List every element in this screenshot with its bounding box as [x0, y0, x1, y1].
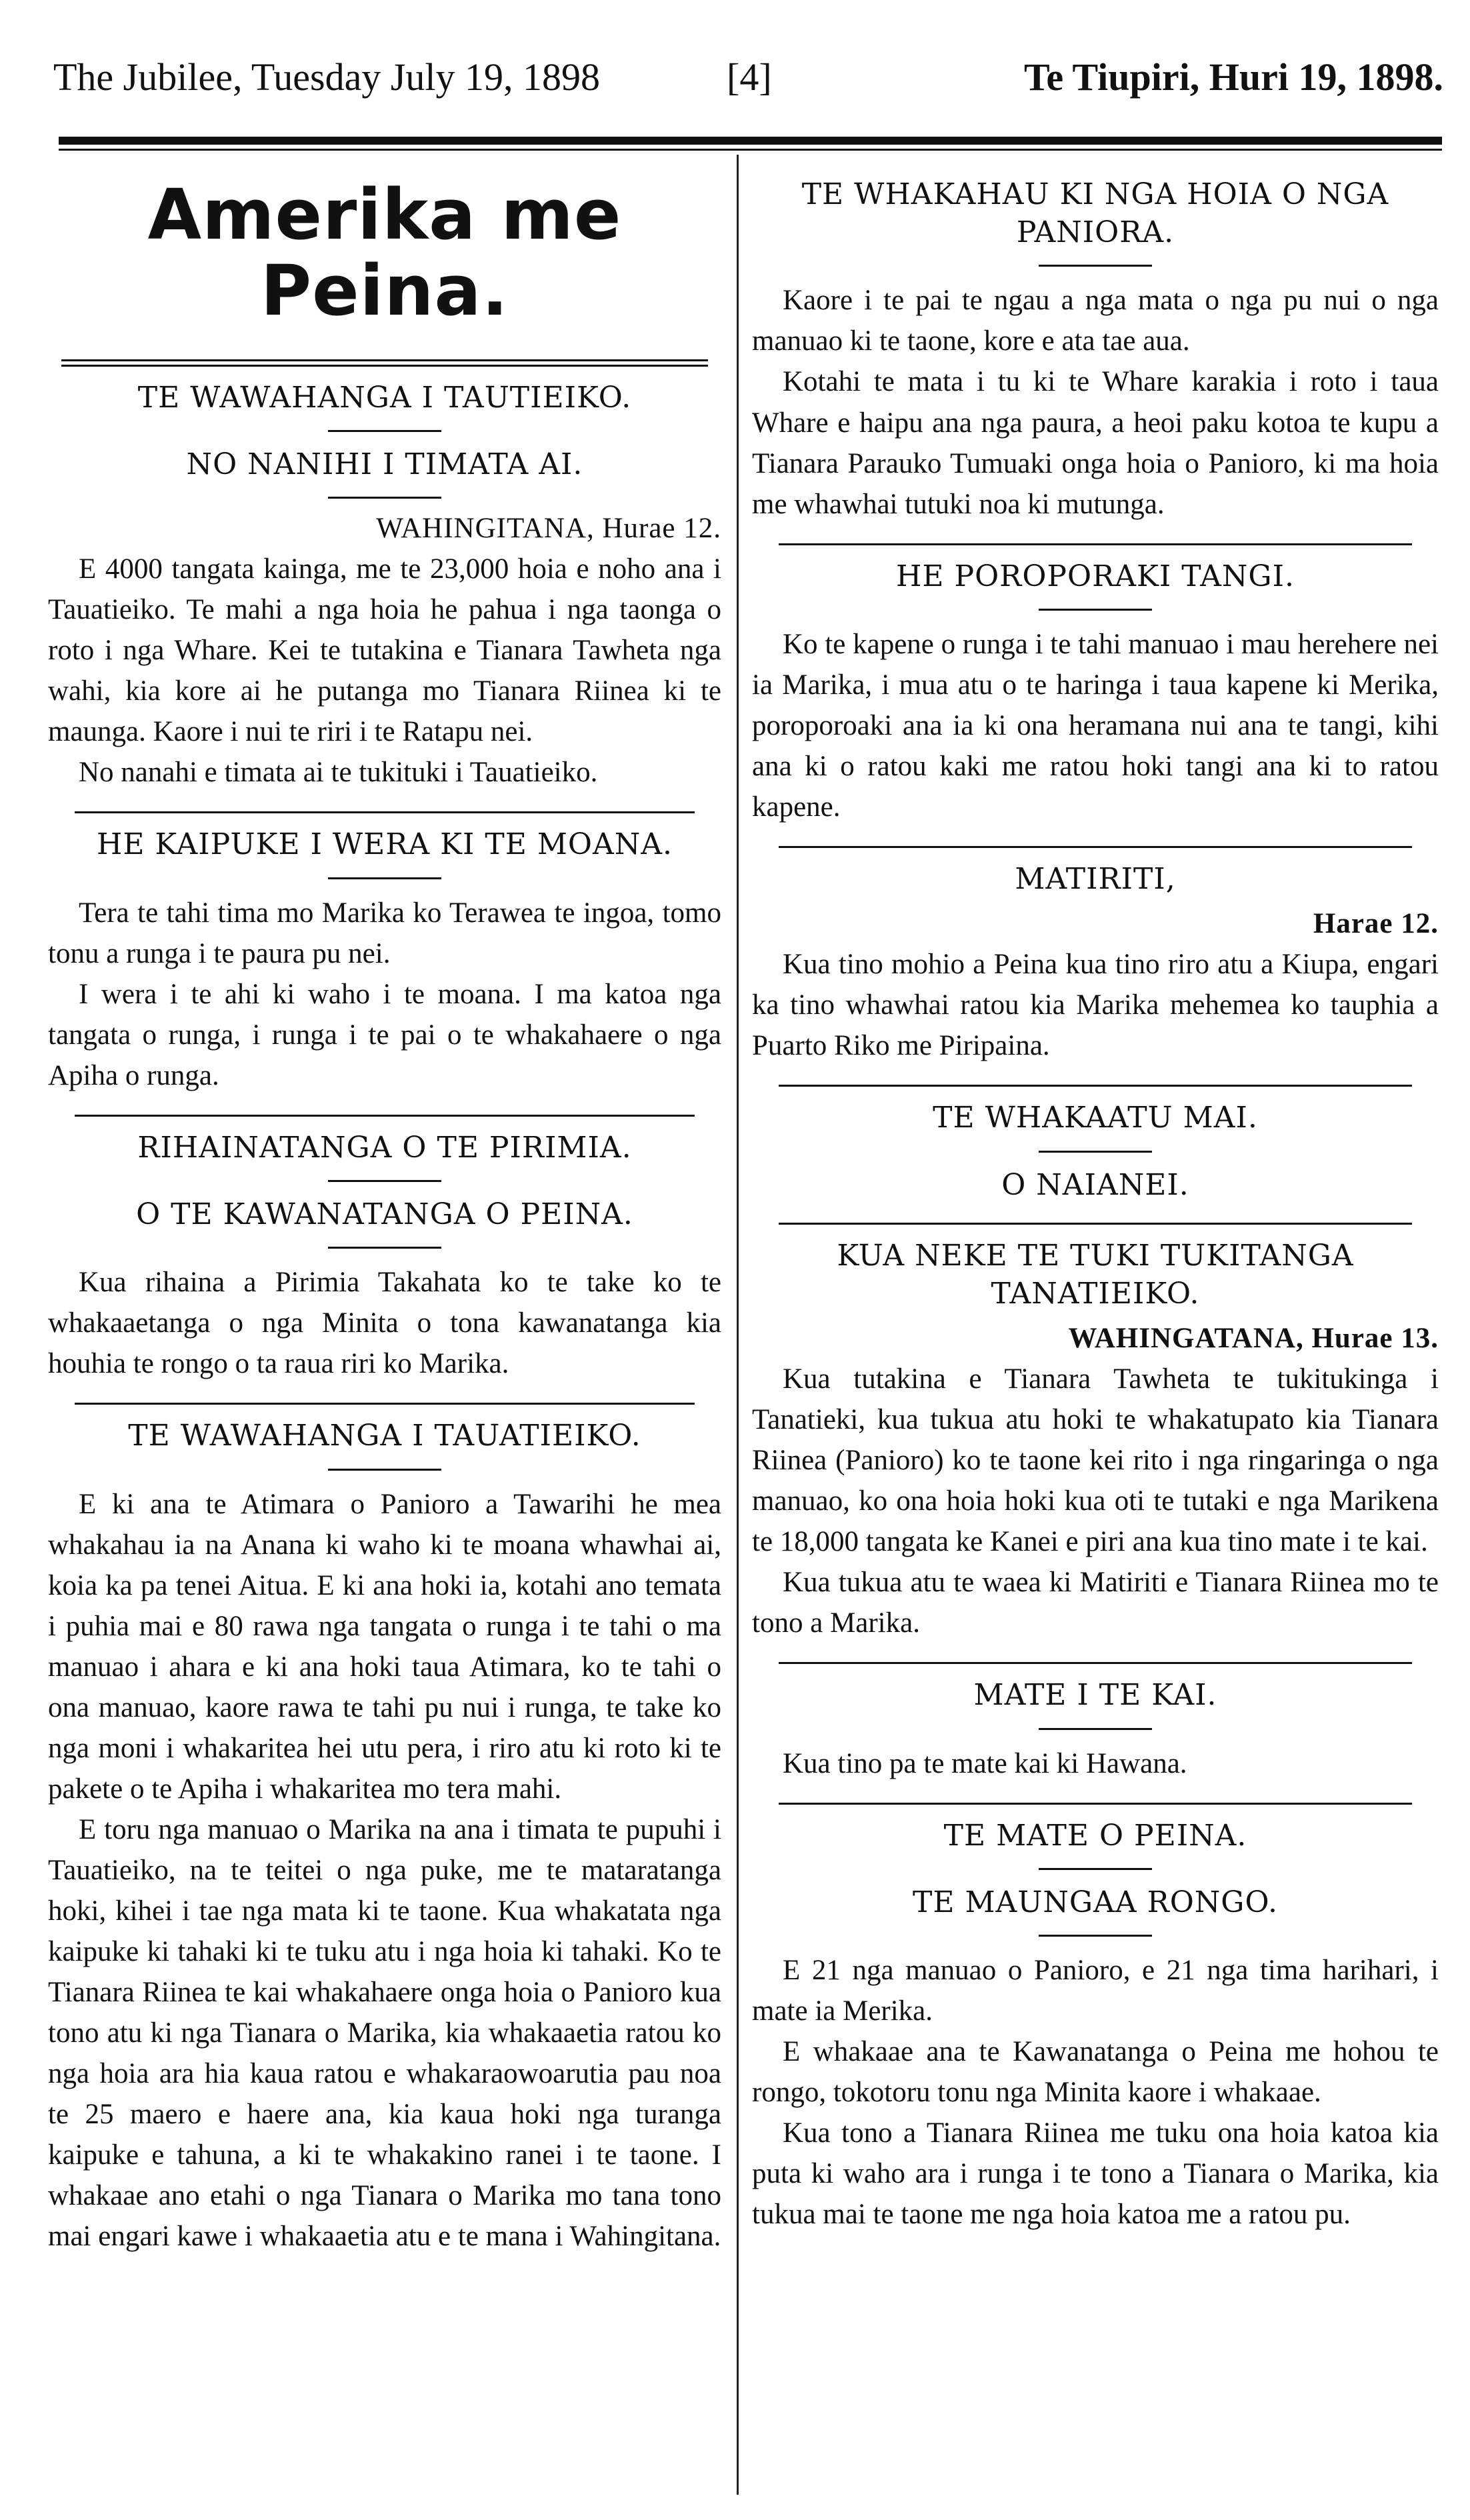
short-rule: [1039, 1935, 1152, 1937]
short-rule: [1039, 609, 1152, 611]
short-rule: [1039, 1868, 1152, 1870]
column-divider: [737, 155, 739, 2495]
right-column: [752, 163, 1439, 2235]
paragraph: Kaore i te pai te ngau a nga mata o nga pu nui o nga manuao ki te taone, kore e ata tae aua.: [752, 285, 1439, 357]
article-tuki-tukitanga: [752, 1237, 1439, 1644]
article-heading: TE MATE O PEINA.: [943, 1818, 1247, 1853]
dateline: WAHINGITANA, Hurae 12.: [376, 513, 721, 545]
paragraph: E ki ana te Atimara o Panioro a Tawarihi he mea whakahau ia na Anana ki waho ki te moana whawhai ai, koia ka pa tenei Aitua. E ki ana hoki ia, kotahi ano temata i puhia mai e 80 rawa nga tangata o runga i te tahi o ma manuao i ahara e ki ana hoki taua Atimara, ko te tahi o ona manuao, kaore rawa te tahi pu nui i runga, te take ko nga moni i whakaritea hei utu pera, i riro atu ki roto ki te pakete o te Apiha i whakaritea mo tera mahi.: [48, 1488, 721, 1805]
article-subheading: TE MAUNGAA RONGO.: [913, 1885, 1278, 1919]
header-left: The Jubilee, Tuesday July 19, 1898: [53, 55, 601, 99]
paragraph: Kua tukua atu te waea ki Matiriti e Tianara Riinea mo te tono a Marika.: [752, 1567, 1439, 1639]
short-rule: [328, 1469, 441, 1471]
paragraph: Kotahi te mata i tu ki te Whare karakia i roto i taua Whare e haipu ana nga paura, a heoi paku kotoa te kupu a Tianara Parauko Tumuaki onga hoia o Panioro, ki ma hoia me whawhai tutuki noa ki mutunga.: [752, 366, 1439, 520]
paragraph: E whakaae ana te Kawanatanga o Peina me hohou te rongo, tokotoru tonu nga Minita kaore i whakaae.: [752, 2036, 1439, 2109]
short-rule: [1039, 265, 1152, 267]
left-column: [48, 163, 721, 2257]
article-heading: TE WAWAHANGA I TAUTIEIKO.: [137, 380, 632, 415]
section-rule: [779, 1803, 1412, 1805]
paragraph: Ko te kapene o runga i te tahi manuao i mau herehere nei ia Marika, i mua atu o te haringa i taua kapene ki Merika, poroporoaki ana ia ki ona heramana nui ana te tangi, kihi ana ki o ratou kaki me ratou hoki tangi ana ki to ratou kapene.: [752, 628, 1439, 823]
paragraph: Kua tino pa te mate kai ki Hawana.: [783, 1747, 1187, 1779]
article-whakaatu-mai: [752, 1099, 1439, 1203]
section-rule: [75, 1115, 695, 1117]
article-heading: TE WHAKAATU MAI.: [933, 1101, 1258, 1135]
paragraph: Kua tono a Tianara Riinea me tuku ona hoia katoa kia puta ki waho ara i runga i te tono a Tianara o Marika, kia tukua mai te taone me nga hoia katoa me a ratou pu.: [752, 2117, 1439, 2231]
article-mate-peina: [752, 1817, 1439, 2235]
article-heading: TE WAWAHANGA I TAUATIEIKO.: [128, 1419, 641, 1453]
header-right: Te Tiupiri, Huri 19, 1898.: [1023, 55, 1443, 99]
section-rule: [75, 811, 695, 813]
dateline: WAHINGATANA, Hurae 13.: [1068, 1323, 1439, 1355]
article-subheading: O TE KAWANATANGA O PEINA.: [136, 1197, 633, 1232]
article-whakahau-hoia: [752, 175, 1439, 525]
short-rule: [1039, 1728, 1152, 1730]
header-rule-thick: [59, 137, 1442, 145]
section-rule: [779, 846, 1412, 848]
paragraph: Kua tutakina e Tianara Tawheta te tukitukinga i Tanatieki, kua tukua atu hoki te whakatupato kia Tianara Riinea (Panioro) ko te taone kei rito i nga ringaringa o nga manuao, ko ona hoia hoki kua oti te tutaki e nga Marikena te 18,000 tangata ke Kanei e piri ana kua tino mate i te kai.: [752, 1363, 1439, 1558]
paragraph: E toru nga manuao o Marika na ana i timata te pupuhi i Tauatieiko, na te teitei o nga puke, me te mataratanga hoki, kihei i tae nga mata ki te taone. Kua whakatata nga kaipuke ki tahaki ki te tuku atu i nga hoia ki tahaki. Ko te Tianara Riinea te kai whakahaere onga hoia o Panioro kua tono atu ki nga Tianara o Marika, kia whakaaetia ratou ko nga hoia ara hia kaua ratou e whakaraowoarutia pau noa te 25 maero e haere ana, kia kaua hoki nga turanga kaipuke e tahuna, a ki te whakakino ranei i te taone. I whakaae ano etahi o nga Tianara o Marika mo tana tono mai engari kawe i whakaaetia atu e te mana i Wahingitana.: [48, 1813, 721, 2253]
article-subheading: O NAIANEI.: [1001, 1167, 1189, 1202]
short-rule: [328, 1180, 441, 1182]
article-matiriti: [752, 860, 1439, 1066]
article-heading: RIHAINATANGA O TE PIRIMIA.: [137, 1130, 632, 1165]
article-poroporaki-tangi: [752, 557, 1439, 827]
short-rule: [328, 1247, 441, 1249]
article-heading: MATIRITI,: [1015, 862, 1176, 897]
article-subheading: NO NANIHI I TIMATA AI.: [186, 447, 583, 481]
article-wawahanga-tauatieiko: [48, 1417, 721, 2257]
article-wawahanga-tautieiko: [48, 379, 721, 793]
page-number: [4]: [727, 55, 772, 99]
paragraph: Tera te tahi tima mo Marika ko Terawea te ingoa, tomo tonu a runga i te paura pu nei.: [48, 897, 721, 969]
short-rule: [328, 877, 441, 879]
section-rule: [779, 1085, 1412, 1087]
masthead-title: Amerika me Peina.: [147, 174, 622, 332]
short-rule: [328, 497, 441, 499]
article-heading: TE WHAKAHAU KI NGA HOIA O NGA PANIORA.: [801, 177, 1389, 250]
article-heading: HE POROPORAKI TANGI.: [896, 559, 1295, 593]
article-kaipuke-wera: [48, 825, 721, 1095]
paragraph: E 4000 tangata kainga, me te 23,000 hoia e noho ana i Tauatieiko. Te mahi a nga hoia he pahua i nga taonga o roto i nga Whare. Kei te tutakina e Tianara Tawheta nga wahi, kia kore ai he putanga mo Tianara Riinea ki te maunga. Kaore i nui te riri i te Ratapu nei.: [48, 553, 721, 748]
article-mate-kai: [752, 1676, 1439, 1783]
paragraph: Kua tino mohio a Peina kua tino riro atu a Kiupa, engari ka tino whawhai ratou kia Marika mehemea ko tauphia a Puarto Riko me Piripaina.: [752, 949, 1439, 1062]
section-rule: [779, 543, 1412, 545]
paragraph: I wera i te ahi ki waho i te moana. I ma katoa nga tangata o runga, i runga i te pai o te whakahaere o nga Apiha o runga.: [48, 978, 721, 1091]
short-rule: [1039, 1151, 1152, 1153]
section-rule: [779, 1223, 1412, 1225]
double-rule: [61, 359, 708, 367]
dateline: Harae 12.: [1313, 908, 1439, 940]
article-heading: KUA NEKE TE TUKI TUKITANGA TANATIEIKO.: [837, 1238, 1354, 1311]
section-rule: [779, 1662, 1412, 1664]
article-heading: MATE I TE KAI.: [973, 1678, 1217, 1713]
article-rihainatanga: [48, 1129, 721, 1385]
paragraph: Kua rihaina a Pirimia Takahata ko te take ko te whakaaetanga o nga Minita o tona kawanatanga kia houhia te rongo o ta raua riri ko Marika.: [48, 1267, 721, 1380]
article-heading: HE KAIPUKE I WERA KI TE MOANA.: [96, 827, 673, 862]
section-rule: [75, 1403, 695, 1405]
header-rule-thin: [59, 149, 1442, 151]
paragraph: E 21 nga manuao o Panioro, e 21 nga tima harihari, i mate ia Merika.: [752, 1955, 1439, 2027]
page-header: [53, 55, 1443, 128]
paragraph: No nanahi e timata ai te tukituki i Tauatieiko.: [79, 757, 598, 789]
short-rule: [328, 430, 441, 432]
